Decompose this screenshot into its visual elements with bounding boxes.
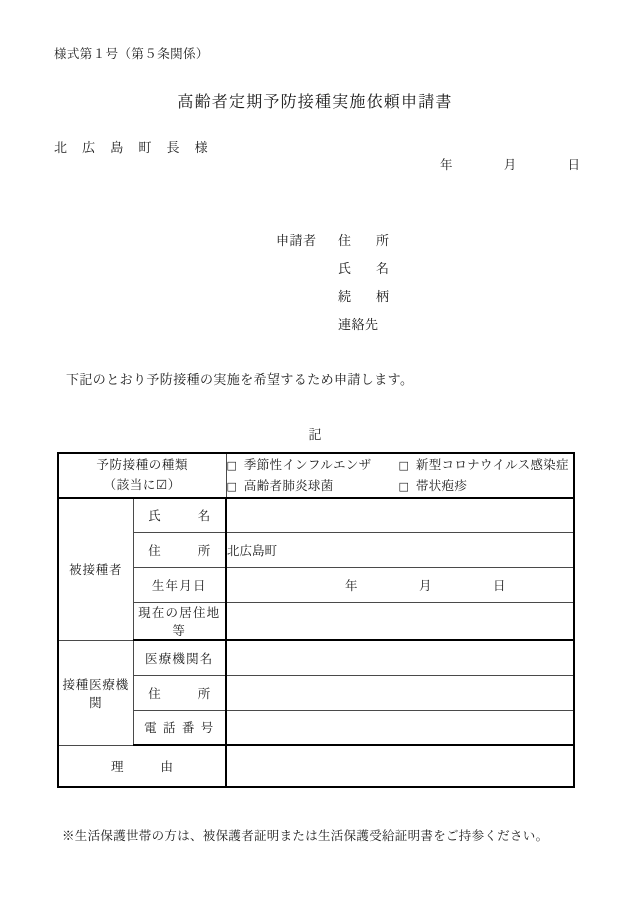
institution-address-label: 住 所 [133,675,226,710]
table-row-institution-phone [58,710,574,745]
vaccine-type-label-cell [58,453,226,498]
recipient-address-label: 住 所 [133,533,226,568]
institution-name-label: 医療機関名 [133,640,226,675]
date-day-label: 日 [567,157,580,172]
checkbox-option-shingles-label: 帯状疱疹 [415,478,468,494]
addressee-line: 北 広 島 町 長 様 [54,141,214,156]
recipient-group-label: 被接種者 [58,498,133,641]
institution-phone-value[interactable] [226,710,574,745]
recipient-dob-value[interactable] [226,568,574,603]
submission-date-line [440,155,580,173]
reason-label: 理 由 [58,745,226,787]
vaccine-option-row-1 [227,454,574,475]
table-row-vaccine-type [58,453,574,498]
applicant-relation-row [276,286,395,314]
checkbox-icon[interactable]: □ [398,459,409,472]
date-year-label: 年 [440,157,453,172]
checkbox-option-influenza[interactable] [227,454,399,475]
recipient-name-label: 氏 名 [133,498,226,533]
recipient-dob-year-label: 年 [345,578,359,593]
institution-name-value[interactable] [226,640,574,675]
applicant-relation-label: 続 柄 [338,290,396,305]
applicant-contact-row [276,314,395,342]
form-number: 様式第１号（第５条関係） [54,46,209,61]
application-table [57,452,575,788]
table-row-recipient-dob [58,568,574,603]
request-statement: 下記のとおり予防接種の実施を希望するため申請します。 [66,373,414,388]
applicant-contact-label: 連絡先 [338,318,379,333]
recipient-dob-month-label: 月 [419,578,433,593]
checkbox-option-pneumococcal[interactable] [227,475,399,496]
checkbox-option-pneumococcal-label: 高齢者肺炎球菌 [243,478,334,494]
table-row-recipient-residence [58,603,574,641]
applicant-address-row [276,230,395,258]
checkbox-option-covid19-label: 新型コロナウイルス感染症 [415,457,569,472]
table-row-institution-name [58,640,574,675]
institution-phone-label: 電 話 番 号 [133,710,226,745]
recipient-residence-value[interactable] [226,603,574,641]
applicant-block [276,230,395,342]
vaccine-type-label-line2: （該当に☑） [103,477,181,493]
recipient-dob-day-label: 日 [493,578,507,593]
checkbox-option-influenza-label: 季節性インフルエンザ [243,457,372,472]
checkbox-icon[interactable]: □ [226,459,237,472]
recipient-dob-marks [227,576,573,594]
reason-value[interactable] [226,745,574,787]
checkbox-icon[interactable]: □ [398,480,409,494]
table-row-recipient-name [58,498,574,533]
applicant-name-row [276,258,395,286]
applicant-group-label: 申請者 [276,234,317,249]
checkbox-option-covid19[interactable] [399,454,569,475]
institution-group-label: 接種医療機関 [58,640,133,745]
footnote: ※生活保護世帯の方は、被保護者証明または生活保護受給証明書をご持参ください。 [62,828,549,843]
vaccine-type-options-cell [226,453,574,498]
vaccine-type-label-line1: 予防接種の種類 [96,456,189,472]
recipient-name-value[interactable] [226,498,574,533]
vaccine-option-row-2 [227,475,574,496]
ki-mark: 記 [308,428,322,443]
applicant-name-label: 氏 名 [338,262,396,277]
table-row-reason [58,745,574,787]
applicant-address-label: 住 所 [338,234,396,249]
date-month-label: 月 [503,157,517,172]
recipient-residence-label: 現在の居住地等 [133,603,226,641]
table-row-institution-address [58,675,574,710]
checkbox-icon[interactable]: □ [226,480,237,494]
checkbox-option-shingles[interactable] [399,475,468,496]
table-row-recipient-address [58,533,574,568]
recipient-address-value[interactable]: 北広島町 [226,533,574,568]
institution-address-value[interactable] [226,675,574,710]
recipient-dob-label: 生年月日 [133,568,226,603]
page-title: 高齢者定期予防接種実施依頼申請書 [177,92,453,111]
